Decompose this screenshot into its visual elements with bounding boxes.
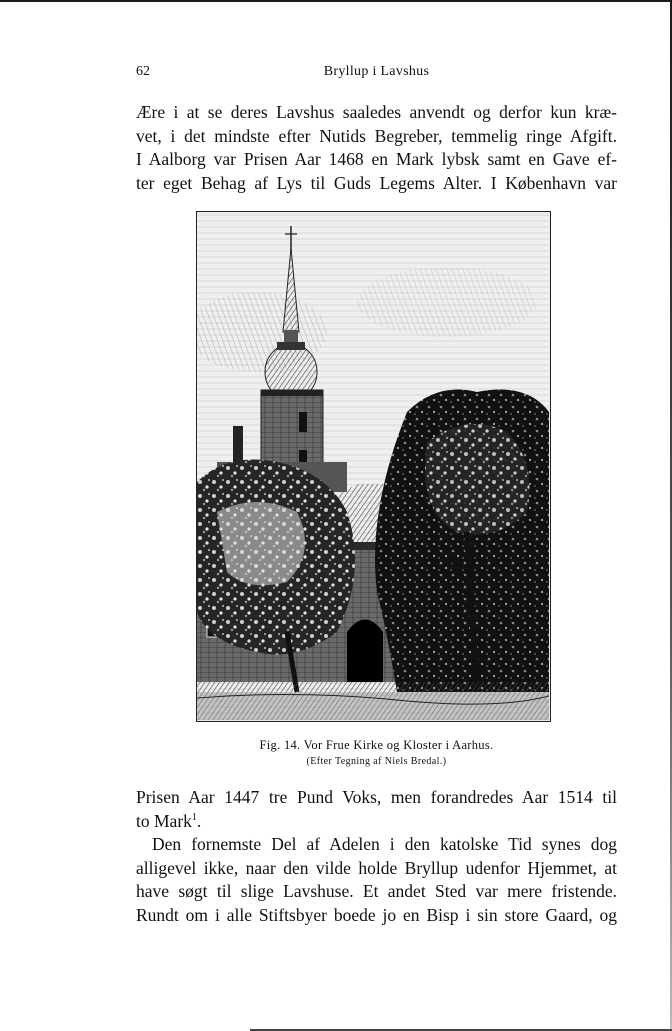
text-line: alligevel ikke, naar den vilde holde Bryllup udenfor Hjemmet, at [136,857,617,878]
figure-credit: (Efter Tegning af Niels Bredal.) [306,756,447,767]
text-fragment: . [196,810,202,831]
text-line: Ære i at se deres Lavshus saaledes anvendt og derfor kun kræ- [136,102,617,122]
paragraph-bottom [136,786,617,927]
text-line: ter eget Behag af Lys til Guds Legems Alter. I København var [136,172,617,193]
text-line [136,810,617,834]
text-line: I Aalborg var Prisen Aar 1468 en Mark lybsk samt en Gave ef- [136,149,617,169]
figure-caption: Fig. 14. Vor Frue Kirke og Kloster i Aarhus. [259,738,494,752]
running-head [136,64,617,84]
text-line: Den fornemste Del af Adelen i den katolske Tid synes dog [152,834,617,854]
page-edge-top [0,0,672,2]
text-fragment: to Mark [136,810,192,831]
page-number: 62 [136,64,150,79]
footnote-marker: 1 [191,811,197,823]
text-line: Rundt om i alle Stiftsbyer boede jo en Bisp i sin store Gaard, og [136,904,617,925]
church-engraving [197,212,549,720]
running-title: Bryllup i Lavshus [323,64,430,79]
text-line: vet, i det mindste efter Nutids Begreber, temmelig ringe Afgift. [136,125,617,146]
church-illustration [196,211,551,722]
text-line: Prisen Aar 1447 tre Pund Voks, men forandredes Aar 1514 til [136,787,617,807]
paragraph-top [136,101,617,195]
text-line: have søgt til slige Lavshuse. Et andet Sted var mere fristende. [136,881,617,901]
